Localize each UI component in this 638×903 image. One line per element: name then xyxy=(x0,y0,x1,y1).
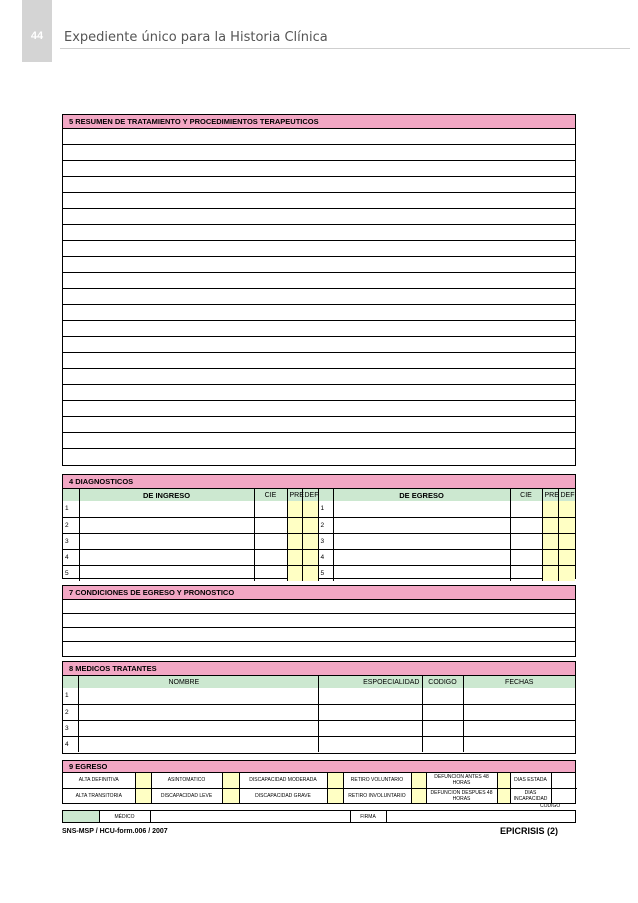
ingreso-def-checkbox[interactable] xyxy=(302,517,318,533)
discharge-option-checkbox[interactable] xyxy=(411,788,426,803)
ingreso-def-checkbox[interactable] xyxy=(302,501,318,517)
egreso-def-checkbox[interactable] xyxy=(558,533,575,549)
row-number: 3 xyxy=(63,720,78,736)
writing-line[interactable] xyxy=(63,225,575,241)
writing-line[interactable] xyxy=(63,257,575,273)
egreso-diagnosis-field[interactable] xyxy=(333,533,510,549)
writing-line[interactable] xyxy=(63,353,575,369)
writing-line[interactable] xyxy=(63,417,575,433)
row-number: 4 xyxy=(63,736,78,752)
writing-line[interactable] xyxy=(63,273,575,289)
page-title: Expediente único para la Historia Clínica xyxy=(64,30,328,45)
medico-code-cell[interactable] xyxy=(63,811,99,822)
writing-lines xyxy=(63,600,575,656)
ingreso-pre-checkbox[interactable] xyxy=(287,549,302,565)
fechas-field[interactable] xyxy=(463,736,575,752)
egreso-pre-checkbox[interactable] xyxy=(542,517,558,533)
discharge-option-label: DISCAPACIDAD MODERADA xyxy=(239,773,327,788)
medico-field[interactable] xyxy=(150,811,350,822)
section-discharge xyxy=(62,760,576,804)
writing-line[interactable] xyxy=(63,305,575,321)
fechas-field[interactable] xyxy=(463,720,575,736)
writing-line[interactable] xyxy=(63,321,575,337)
writing-line[interactable] xyxy=(63,209,575,225)
row-number: 5 xyxy=(318,565,333,581)
row-number: 4 xyxy=(63,549,79,565)
discharge-option-label: RETIRO VOLUNTARIO xyxy=(343,773,411,788)
cie-header: CIE xyxy=(254,489,287,501)
writing-line[interactable] xyxy=(63,600,575,614)
diagnoses-table xyxy=(63,489,575,581)
discharge-option-label: ALTA DEFINITIVA xyxy=(63,773,135,788)
egreso-pre-checkbox[interactable] xyxy=(542,565,558,581)
egreso-pre-checkbox[interactable] xyxy=(542,549,558,565)
row-number: 1 xyxy=(318,501,333,517)
especialidad-field[interactable] xyxy=(318,736,422,752)
section-discharge-conditions xyxy=(62,585,576,657)
row-number: 2 xyxy=(63,704,78,720)
discharge-option-label: ASINTOMATICO xyxy=(151,773,222,788)
writing-line[interactable] xyxy=(63,369,575,385)
table-row xyxy=(63,501,575,517)
nombre-header: NOMBRE xyxy=(78,676,318,688)
especialidad-header: ESPOECIALIDAD xyxy=(318,676,422,688)
ingreso-diagnosis-field[interactable] xyxy=(79,501,254,517)
discharge-option-checkbox[interactable] xyxy=(327,788,343,803)
especialidad-field[interactable] xyxy=(318,688,422,704)
fechas-field[interactable] xyxy=(463,688,575,704)
row-number: 4 xyxy=(318,549,333,565)
egreso-def-checkbox[interactable] xyxy=(558,501,575,517)
table-row xyxy=(63,788,577,803)
egreso-def-checkbox[interactable] xyxy=(558,549,575,565)
egreso-cie-field[interactable] xyxy=(510,565,542,581)
discharge-option-checkbox[interactable] xyxy=(497,773,510,788)
form-code: SNS-MSP / HCU-form.006 / 2007 xyxy=(62,828,168,835)
doctors-table xyxy=(63,676,575,752)
row-number: 1 xyxy=(63,501,79,517)
discharge-option-label: DIAS ESTADA xyxy=(510,773,551,788)
egreso-cie-field[interactable] xyxy=(510,549,542,565)
writing-line[interactable] xyxy=(63,241,575,257)
form-name: EPICRISIS (2) xyxy=(500,826,559,836)
row-number: 3 xyxy=(63,533,79,549)
def-header: DEF xyxy=(558,489,575,501)
codigo-caption: CODIGO xyxy=(540,803,561,809)
cie-header: CIE xyxy=(510,489,542,501)
table-row xyxy=(63,533,575,549)
writing-line[interactable] xyxy=(63,385,575,401)
nombre-field[interactable] xyxy=(78,688,318,704)
writing-line[interactable] xyxy=(63,614,575,628)
ingreso-pre-checkbox[interactable] xyxy=(287,517,302,533)
fechas-header: FECHAS xyxy=(463,676,575,688)
ingreso-cie-field[interactable] xyxy=(254,549,287,565)
discharge-option-label: DIAS INCAPACIDAD xyxy=(510,788,551,803)
table-row xyxy=(63,565,575,581)
row-number: 2 xyxy=(318,517,333,533)
discharge-option-label: ALTA TRANSITORIA xyxy=(63,788,135,803)
row-number: 1 xyxy=(63,688,78,704)
discharge-option-checkbox[interactable] xyxy=(222,788,239,803)
egreso-diagnosis-field[interactable] xyxy=(333,549,510,565)
writing-line[interactable] xyxy=(63,401,575,417)
ingreso-cie-field[interactable] xyxy=(254,501,287,517)
days-field[interactable] xyxy=(551,773,577,788)
section-title: 4 DIAGNOSTICOS xyxy=(63,475,575,489)
pre-header: PRE xyxy=(287,489,302,501)
discharge-option-checkbox[interactable] xyxy=(135,788,151,803)
ingreso-diagnosis-field[interactable] xyxy=(79,517,254,533)
table-row xyxy=(63,549,575,565)
table-row xyxy=(63,704,575,720)
ingreso-diagnosis-field[interactable] xyxy=(79,549,254,565)
egreso-pre-checkbox[interactable] xyxy=(542,533,558,549)
section-title: 7 CONDICIONES DE EGRESO Y PRONOSTICO xyxy=(63,586,575,600)
writing-line[interactable] xyxy=(63,289,575,305)
ingreso-header: DE INGRESO xyxy=(79,489,254,501)
codigo-field[interactable] xyxy=(422,704,463,720)
row-number: 3 xyxy=(318,533,333,549)
doctors-header xyxy=(63,676,575,688)
egreso-header: DE EGRESO xyxy=(333,489,510,501)
ingreso-def-checkbox[interactable] xyxy=(302,533,318,549)
egreso-def-checkbox[interactable] xyxy=(558,565,575,581)
ingreso-cie-field[interactable] xyxy=(254,533,287,549)
egreso-diagnosis-field[interactable] xyxy=(333,565,510,581)
ingreso-diagnosis-field[interactable] xyxy=(79,533,254,549)
egreso-cie-field[interactable] xyxy=(510,533,542,549)
discharge-option-checkbox[interactable] xyxy=(327,773,343,788)
discharge-option-checkbox[interactable] xyxy=(135,773,151,788)
fechas-field[interactable] xyxy=(463,704,575,720)
egreso-def-checkbox[interactable] xyxy=(558,517,575,533)
section-title: 9 EGRESO xyxy=(63,761,575,773)
ingreso-cie-field[interactable] xyxy=(254,565,287,581)
firma-label: FIRMA xyxy=(350,811,386,822)
table-row xyxy=(63,720,575,736)
discharge-option-label: RETIRO INVOLUNTARIO xyxy=(343,788,411,803)
codigo-header: CODIGO xyxy=(422,676,463,688)
egreso-cie-field[interactable] xyxy=(510,501,542,517)
egreso-diagnosis-field[interactable] xyxy=(333,517,510,533)
writing-line[interactable] xyxy=(63,145,575,161)
ingreso-pre-checkbox[interactable] xyxy=(287,533,302,549)
writing-line[interactable] xyxy=(63,628,575,642)
ingreso-pre-checkbox[interactable] xyxy=(287,565,302,581)
writing-line[interactable] xyxy=(63,433,575,449)
page-number: 44 xyxy=(30,30,44,42)
section-treatment-summary xyxy=(62,114,576,466)
firma-field[interactable] xyxy=(386,811,577,822)
discharge-option-label: DISCAPACIDAD LEVE xyxy=(151,788,222,803)
ingreso-diagnosis-field[interactable] xyxy=(79,565,254,581)
discharge-option-label: DISCAPACIDAD GRAVE xyxy=(239,788,327,803)
especialidad-field[interactable] xyxy=(318,720,422,736)
nombre-field[interactable] xyxy=(78,704,318,720)
discharge-table xyxy=(63,773,577,803)
writing-line[interactable] xyxy=(63,193,575,209)
writing-line[interactable] xyxy=(63,129,575,145)
diagnoses-header xyxy=(63,489,575,501)
writing-lines xyxy=(63,129,575,465)
header-divider xyxy=(60,48,630,49)
days-field[interactable] xyxy=(551,788,577,803)
writing-line[interactable] xyxy=(63,642,575,656)
writing-line[interactable] xyxy=(63,161,575,177)
section-title: 8 MEDICOS TRATANTES xyxy=(63,662,575,676)
section-diagnoses xyxy=(62,474,576,579)
egreso-diagnosis-field[interactable] xyxy=(333,501,510,517)
discharge-option-label: DEFUNCION DESPUES 48 HORAS xyxy=(426,788,497,803)
egreso-cie-field[interactable] xyxy=(510,517,542,533)
table-row xyxy=(63,736,575,752)
discharge-option-checkbox[interactable] xyxy=(222,773,239,788)
writing-line[interactable] xyxy=(63,449,575,465)
pre-header: PRE xyxy=(542,489,558,501)
ingreso-cie-field[interactable] xyxy=(254,517,287,533)
section-treating-doctors xyxy=(62,661,576,754)
discharge-option-label: DEFUNCION ANTES 48 HORAS xyxy=(426,773,497,788)
especialidad-field[interactable] xyxy=(318,704,422,720)
section-title: 5 RESUMEN DE TRATAMIENTO Y PROCEDIMIENTOS TERAPEUTICOS xyxy=(63,115,575,129)
table-row xyxy=(63,688,575,704)
nombre-field[interactable] xyxy=(78,736,318,752)
def-header: DEF xyxy=(302,489,318,501)
nombre-field[interactable] xyxy=(78,720,318,736)
discharge-option-checkbox[interactable] xyxy=(411,773,426,788)
table-row xyxy=(63,773,577,788)
signature-row xyxy=(62,810,576,823)
ingreso-def-checkbox[interactable] xyxy=(302,565,318,581)
ingreso-def-checkbox[interactable] xyxy=(302,549,318,565)
writing-line[interactable] xyxy=(63,177,575,193)
codigo-field[interactable] xyxy=(422,720,463,736)
codigo-field[interactable] xyxy=(422,736,463,752)
ingreso-pre-checkbox[interactable] xyxy=(287,501,302,517)
row-number: 5 xyxy=(63,565,79,581)
medico-label: MÉDICO xyxy=(99,811,150,822)
row-number: 2 xyxy=(63,517,79,533)
discharge-option-checkbox[interactable] xyxy=(497,788,510,803)
codigo-field[interactable] xyxy=(422,688,463,704)
table-row xyxy=(63,517,575,533)
egreso-pre-checkbox[interactable] xyxy=(542,501,558,517)
writing-line[interactable] xyxy=(63,337,575,353)
